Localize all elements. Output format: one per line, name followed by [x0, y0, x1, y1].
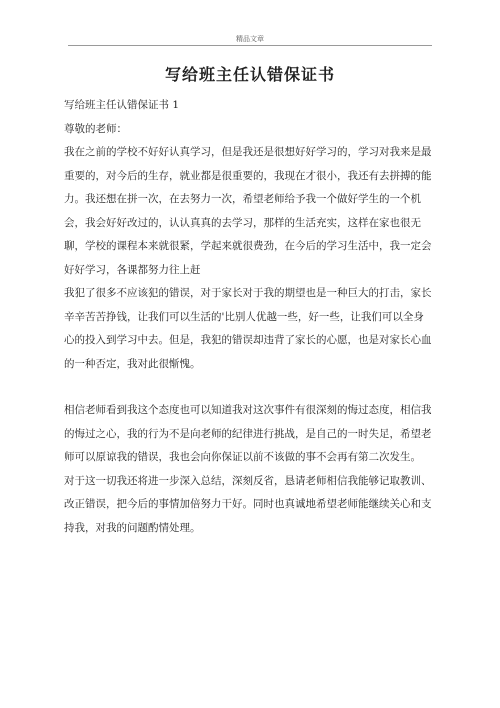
page-header-label: 精品文章: [236, 35, 264, 43]
document-title: 写给班主任认错保证书: [164, 65, 335, 84]
salutation: 尊敬的老师：: [64, 122, 127, 135]
document-body: [64, 94, 434, 540]
paragraph-4: 对于这一切我还将进一步深入总结，深刻反省，恳请老师相信我能够记取教训、改正错误，把今后的事情加倍努力干好。同时也真诚地希望老师能继续关心和支持我，对我的问题酌情处理。: [64, 474, 432, 534]
paragraph-gap: [64, 376, 434, 399]
document-subtitle: 写给班主任认错保证书 1: [64, 99, 180, 111]
paragraph-3: 相信老师看到我这个态度也可以知道我对这次事件有很深刻的悔过态度，相信我的悔过之心，我的行为不是向老师的纪律进行挑战，是自己的一时失足，希望老师可以原谅我的错误，我也会向你保证以前不该做的事不会再有第二次发生。: [64, 404, 432, 463]
header-divider: [68, 45, 432, 46]
paragraph-2: 我犯了很多不应该犯的错误，对于家长对于我的期望也是一种巨大的打击，家长辛辛苦苦挣钱，让我们可以生活的'比别人优越一些，好一些，让我们可以全身心的投入到学习中去。但是，我犯的错误却违背了家长的心愿，也是对家长心血的一种否定，我对此很惭愧。: [64, 287, 432, 370]
paragraph-1: 我在之前的学校不好好认真学习，但是我还是很想好好学习的，学习对我来是最重要的，对今后的生存，就业都是很重要的，我现在才很小，我还有去拼搏的能力。我还想在拼一次，在去努力一次，希望老师给予我一个做好学生的一个机会，我会好好改过的，认认真真的去学习，那样的生活充实，这样在家也很无聊，学校的课程本来就很紧，学起来就很费劲，在今后的学习生活中，我一定会好好学习，各课都努力往上赶: [64, 146, 432, 276]
